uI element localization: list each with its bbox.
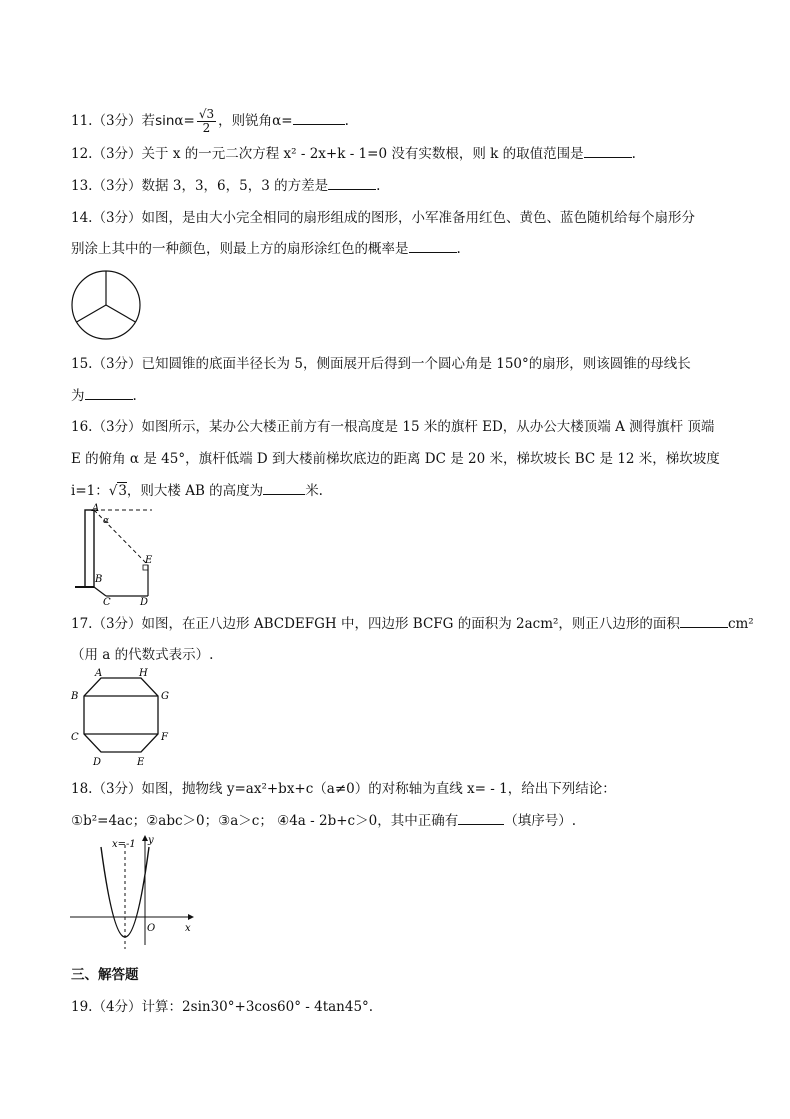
label-b: B bbox=[95, 574, 103, 585]
label-alpha: α bbox=[103, 516, 110, 526]
label-b: B bbox=[71, 691, 79, 702]
question-16-line3: i=1：√3，则大楼 AB 的高度为 米. bbox=[71, 483, 323, 499]
parabola-figure bbox=[68, 833, 196, 951]
fraction-sqrt3-over-2: $\frac{√3}{2}$ bbox=[198, 107, 215, 135]
label-c: C bbox=[71, 732, 79, 743]
answer-blank bbox=[680, 615, 728, 628]
label-origin: O bbox=[147, 923, 156, 934]
section-heading-3: 三、解答题 bbox=[71, 967, 139, 983]
radius-left bbox=[77, 305, 106, 322]
question-18-line1: 18.（3分）如图，抛物线 y=ax²+bx+c（a≠0）的对称轴为直线 x= - 1，给出下列结论： bbox=[71, 781, 616, 797]
label-g: G bbox=[161, 691, 169, 702]
question-16-line2: E 的俯角 α 是 45°，旗杆低端 D 到大楼前梯坎底边的距离 DC 是 20 米，梯坎坡长 BC 是 12 米，梯坎坡度 bbox=[71, 451, 720, 467]
label-symmetry: x=-1 bbox=[112, 839, 136, 850]
question-13: 13.（3分）数据 3，3，6，5，3 的方差是 . bbox=[71, 178, 381, 194]
label-h: H bbox=[139, 668, 148, 679]
label-f: F bbox=[161, 732, 168, 743]
building-flagpole-figure bbox=[70, 503, 160, 605]
answer-blank bbox=[263, 482, 305, 495]
octagon-outline bbox=[84, 678, 158, 752]
answer-blank bbox=[458, 812, 504, 825]
label-y: y bbox=[148, 835, 154, 846]
label-x: x bbox=[185, 923, 191, 934]
question-18-line2: ①b²=4ac；②abc＞0；③a＞c； ④4a - 2b+c＞0，其中正确有 （填序号）. bbox=[71, 813, 576, 829]
question-17-line1: 17.（3分）如图，在正八边形 ABCDEFGH 中，四边形 BCFG 的面积为 2acm²，则正八边形的面积 cm² bbox=[71, 616, 754, 632]
label-a: A bbox=[95, 668, 103, 679]
label-c: C bbox=[103, 597, 111, 605]
question-17-line2: （用 a 的代数式表示）. bbox=[71, 647, 214, 663]
label-a: A bbox=[92, 503, 100, 514]
answer-blank bbox=[328, 177, 376, 190]
slope-bc bbox=[94, 587, 106, 596]
x-axis-arrow bbox=[188, 914, 194, 920]
label-d: D bbox=[140, 597, 149, 605]
question-14-line1: 14.（3分）如图，是由大小完全相同的扇形组成的图形，小军准备用红色、黄色、蓝色随机给每个扇形分 bbox=[71, 210, 696, 226]
fan-circle-figure bbox=[68, 268, 146, 342]
answer-blank bbox=[85, 387, 133, 400]
octagon-figure bbox=[66, 668, 176, 770]
radius-right bbox=[106, 305, 135, 322]
answer-blank bbox=[584, 145, 632, 158]
label-e: E bbox=[145, 555, 153, 566]
question-19: 19.（4分）计算：2sin30°+3cos60° - 4tan45°. bbox=[71, 999, 374, 1015]
question-16-line1: 16.（3分）如图所示，某办公大楼正前方有一根高度是 15 米的旗杆 ED，从办公大楼顶端 A 测得旗杆 顶端 bbox=[71, 419, 715, 435]
question-15-line2: 为 . bbox=[71, 388, 137, 404]
question-14-line2: 别涂上其中的一种颜色，则最上方的扇形涂红色的概率是 . bbox=[71, 241, 461, 257]
building-ab bbox=[85, 510, 94, 587]
label-d: D bbox=[93, 757, 102, 768]
question-12: 12.（3分）关于 x 的一元二次方程 x² - 2x+k - 1=0 没有实数根，则 k 的取值范围是 . bbox=[71, 146, 636, 162]
answer-blank bbox=[409, 240, 457, 253]
question-11: 11.（3分）若sinα= $\frac{√3}{2}$ ，则锐角α= . bbox=[71, 107, 349, 135]
question-15-line1: 15.（3分）已知圆锥的底面半径长为 5，侧面展开后得到一个圆心角是 150°的扇形，则该圆锥的母线长 bbox=[71, 356, 691, 372]
answer-blank bbox=[293, 112, 345, 125]
label-e: E bbox=[137, 757, 145, 768]
